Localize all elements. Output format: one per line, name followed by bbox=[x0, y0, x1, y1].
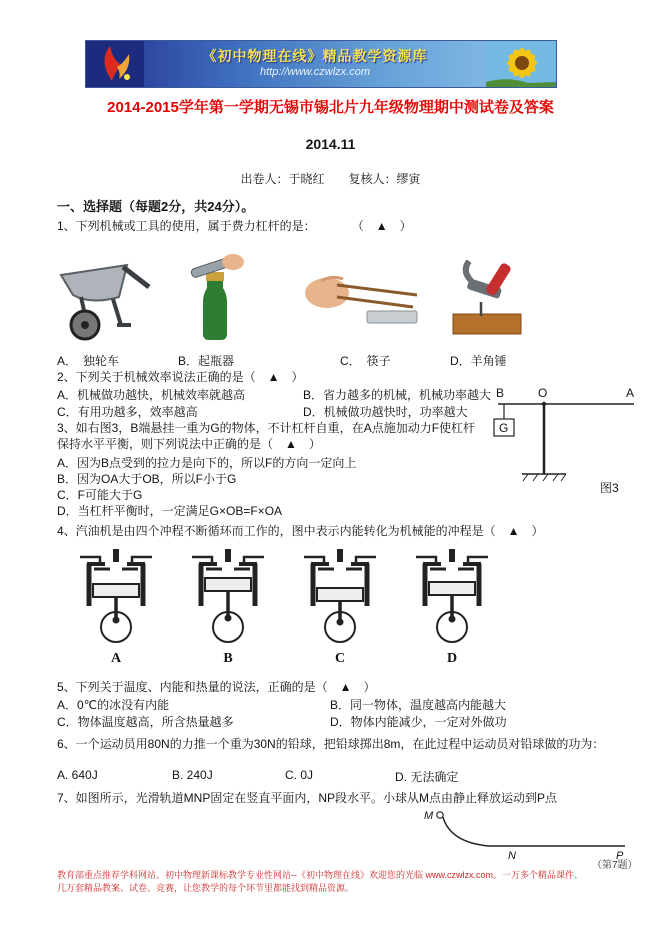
site-logo-icon bbox=[86, 41, 144, 87]
engine-label-b: B bbox=[223, 651, 233, 666]
question-3-option-b: B．因为OA大于OB，所以F小于G bbox=[57, 472, 237, 486]
question-1-answer-blank: （ ▲ ） bbox=[351, 219, 412, 233]
question-1-option-b: B．起瓶器 bbox=[178, 354, 235, 368]
question-5-option-d: D．物体内能减少，一定对外做功 bbox=[330, 715, 507, 729]
engine-stroke-d bbox=[406, 548, 498, 667]
question-2-option-a: A．机械做功越快，机械效率就越高 bbox=[57, 388, 246, 402]
sunflower-image bbox=[486, 41, 556, 87]
footer-note-line1: 教育部重点推荐学科网站、初中物理新课标教学专业性网站--《初中物理在线》欢迎您的光临 www.czwlzx.com。一万多个精品课件、 bbox=[57, 870, 584, 880]
question-3-stem: 3、如右图3，B端悬挂一重为G的物体，不计杠杆自重，在A点施加动力F使杠杆保持水平平衡，则下列说法中正确的是（ ▲ ） bbox=[57, 421, 476, 451]
question-7-stem: 7、如图所示，光滑轨道MNP固定在竖直平面内，NP段水平。小球从M点由静止释放运动到P点 bbox=[57, 791, 558, 805]
banner-site-url[interactable]: http://www.czwlzx.com bbox=[259, 65, 371, 78]
question-6-option-d: D. 无法确定 bbox=[395, 770, 459, 784]
lever-label-a: A bbox=[626, 386, 635, 400]
engine-stroke-c bbox=[294, 548, 386, 667]
site-banner bbox=[85, 40, 557, 88]
engine-stroke-b-image bbox=[184, 548, 272, 644]
question-1-option-a: A． 独轮车 bbox=[57, 354, 120, 368]
engine-stroke-a-image bbox=[72, 548, 160, 644]
question-6-option-a: A. 640J bbox=[57, 768, 98, 782]
question-4-images bbox=[70, 548, 498, 667]
lever-label-b: B bbox=[496, 386, 505, 400]
claw-hammer-image bbox=[451, 260, 523, 336]
engine-label-a: A bbox=[110, 651, 122, 666]
lever-label-o: O bbox=[538, 386, 548, 400]
question-2-option-c: C．有用功越多，效率越高 bbox=[57, 405, 198, 419]
exam-date: 2014.11 bbox=[305, 136, 356, 152]
question-5-option-c: C．物体温度越高，所含热量越多 bbox=[57, 715, 234, 729]
authors-line: 出卷人：于晓红 复核人：缪寅 bbox=[240, 172, 421, 186]
question-5-stem: 5、下列关于温度、内能和热量的说法，正确的是（ ▲ ） bbox=[57, 680, 376, 694]
engine-label-d: D bbox=[446, 651, 458, 666]
question-6-option-b: B. 240J bbox=[172, 768, 213, 782]
question-1 bbox=[57, 217, 412, 234]
question-2-option-b: B．省力越多的机械，机械功率越大 bbox=[303, 388, 492, 402]
track-label-n: N bbox=[508, 850, 516, 862]
engine-stroke-b bbox=[182, 548, 274, 667]
engine-label-c: C bbox=[334, 651, 346, 666]
figure-3-caption: 图3 bbox=[600, 481, 619, 495]
page-title: 2014-2015学年第一学期无锡市锡北片九年级物理期中测试卷及答案 bbox=[107, 99, 554, 116]
engine-stroke-a bbox=[70, 548, 162, 667]
wheelbarrow-image bbox=[55, 253, 151, 343]
question-1-option-c: C． 筷子 bbox=[340, 354, 391, 368]
question-3-option-a: A．因为B点受到的拉力是向下的，所以F的方向一定向上 bbox=[57, 456, 357, 470]
engine-stroke-d-image bbox=[408, 548, 496, 644]
chopsticks-image bbox=[301, 267, 423, 329]
figure-7-caption: （第7题） bbox=[592, 860, 638, 871]
track-label-p: P bbox=[616, 850, 624, 862]
question-6-option-c: C. 0J bbox=[285, 768, 314, 782]
question-1-images bbox=[55, 250, 523, 345]
engine-stroke-c-image bbox=[296, 548, 384, 644]
question-5-option-b: B．同一物体，温度越高内能越大 bbox=[330, 698, 507, 712]
question-2-option-d: D．机械做功越快时，功率越大 bbox=[303, 405, 468, 419]
track-label-m: M bbox=[424, 810, 434, 822]
footer-note-line2: 几万套精品教案、试卷、竞赛，让您教学的每个环节里都能找到精品资源。 bbox=[57, 883, 355, 893]
question-6-stem: 6、一个运动员用80N的力推一个重为30N的铅球，把铅球掷出8m，在此过程中运动员对铅球做的功为： bbox=[57, 737, 605, 751]
banner-site-title: 《初中物理在线》精品教学资源库 bbox=[202, 48, 428, 65]
question-3-option-d: D．当杠杆平衡时，一定满足G×OB=F×OA bbox=[57, 504, 283, 518]
section-heading: 一、选择题（每题2分，共24分）。 bbox=[57, 199, 255, 214]
banner-text-block bbox=[144, 41, 486, 87]
question-5-option-a: A．0℃的冰没有内能 bbox=[57, 698, 170, 712]
question-1-option-d: D．羊角锤 bbox=[450, 354, 507, 368]
bottle-opener-image bbox=[183, 254, 245, 342]
question-4-stem: 4、汽油机是由四个冲程不断循环而工作的，图中表示内能转化为机械能的冲程是（ ▲ ） bbox=[57, 524, 544, 538]
question-3-option-c: C．F可能大于G bbox=[57, 488, 143, 502]
question-1-stem: 1、下列机械或工具的使用，属于费力杠杆的是： bbox=[57, 219, 316, 233]
question-2-stem: 2、下列关于机械效率说法正确的是（ ▲ ） bbox=[57, 370, 304, 384]
lever-figure bbox=[488, 382, 640, 502]
lever-label-g: G bbox=[499, 421, 509, 435]
